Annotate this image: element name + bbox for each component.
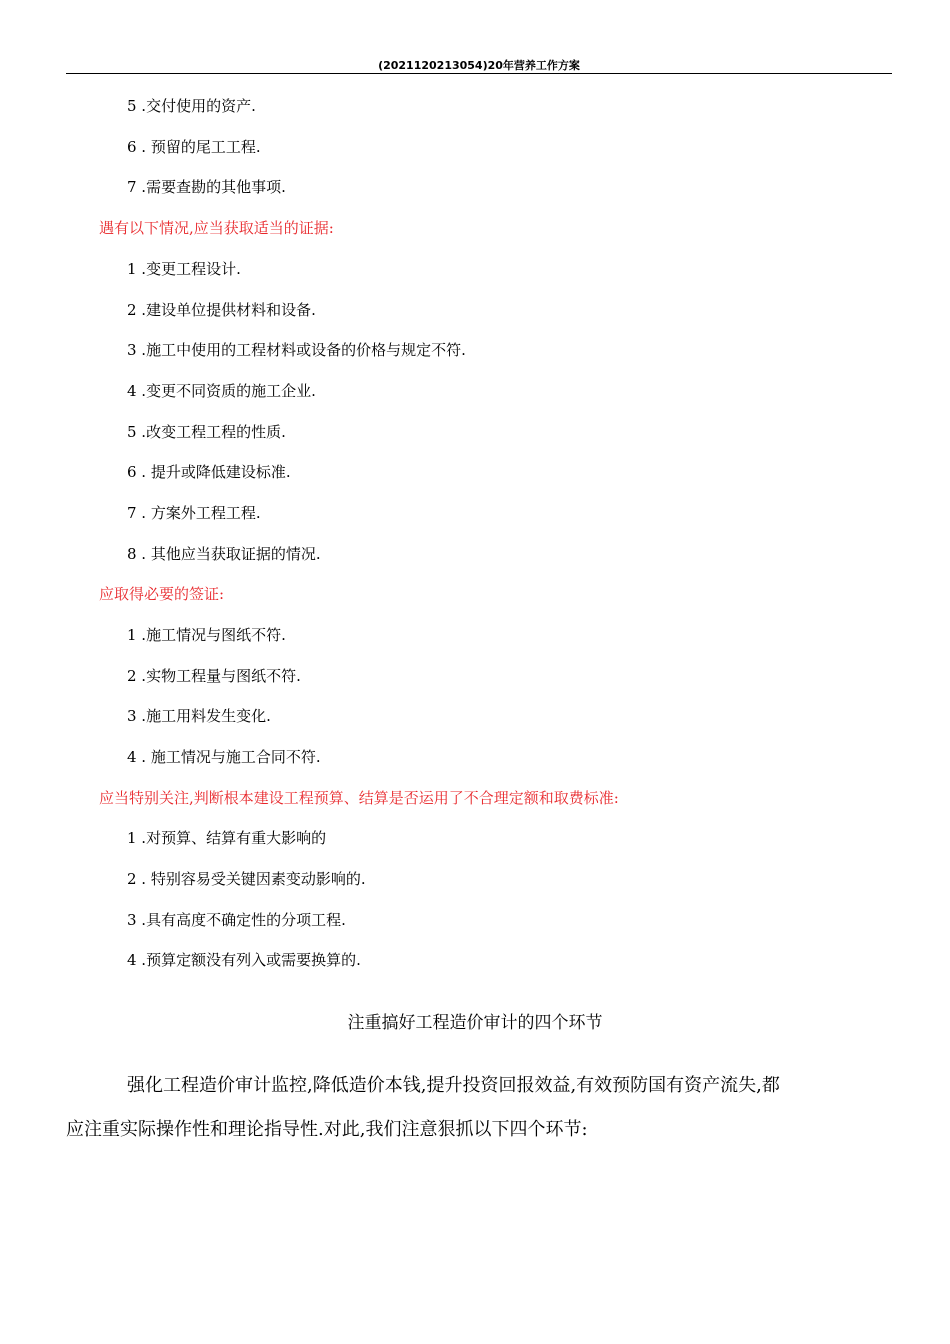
- page-header: (2021120213054)20年营养工作方案: [378, 59, 580, 72]
- section-heading-attention: 应当特别关注,判断根本建设工程预算、结算是否运用了不合理定额和取费标准:: [99, 789, 619, 807]
- list-item: 1 .对预算、结算有重大影响的: [127, 829, 327, 847]
- list-item: 5 .改变工程工程的性质.: [127, 423, 286, 441]
- list-item: 3 .具有高度不确定性的分项工程.: [127, 911, 346, 929]
- list-item: 3 .施工中使用的工程材料或设备的价格与规定不符.: [127, 341, 466, 359]
- list-item: 4 .预算定额没有列入或需要换算的.: [127, 951, 361, 969]
- list-item: 1 .变更工程设计.: [127, 260, 241, 278]
- list-item: 7 . 方案外工程工程.: [127, 504, 261, 522]
- list-item: 4 .变更不同资质的施工企业.: [127, 382, 316, 400]
- section-heading-visa: 应取得必要的签证:: [99, 585, 225, 603]
- list-item: 2 . 特别容易受关键因素变动影响的.: [127, 870, 366, 888]
- list-item: 7 .需要查勘的其他事项.: [127, 178, 286, 196]
- list-item: 1 .施工情况与图纸不符.: [127, 626, 286, 644]
- body-paragraph-line-2: 应注重实际操作性和理论指导性.对此,我们注意狠抓以下四个环节:: [66, 1119, 588, 1140]
- list-item: 2 .实物工程量与图纸不符.: [127, 667, 301, 685]
- section-title: 注重搞好工程造价审计的四个环节: [347, 1013, 603, 1033]
- list-item: 3 .施工用料发生变化.: [127, 707, 271, 725]
- list-item: 6 . 提升或降低建设标准.: [127, 463, 291, 481]
- section-heading-evidence: 遇有以下情况,应当获取适当的证据:: [99, 219, 334, 237]
- list-item: 5 .交付使用的资产.: [127, 97, 256, 115]
- list-item: 4 . 施工情况与施工合同不符.: [127, 748, 321, 766]
- body-paragraph-line-1: 强化工程造价审计监控,降低造价本钱,提升投资回报效益,有效预防国有资产流失,都: [127, 1075, 780, 1096]
- list-item: 8 . 其他应当获取证据的情况.: [127, 545, 321, 563]
- list-item: 2 .建设单位提供材料和设备.: [127, 301, 316, 319]
- header-divider: [66, 73, 892, 74]
- list-item: 6 . 预留的尾工工程.: [127, 138, 261, 156]
